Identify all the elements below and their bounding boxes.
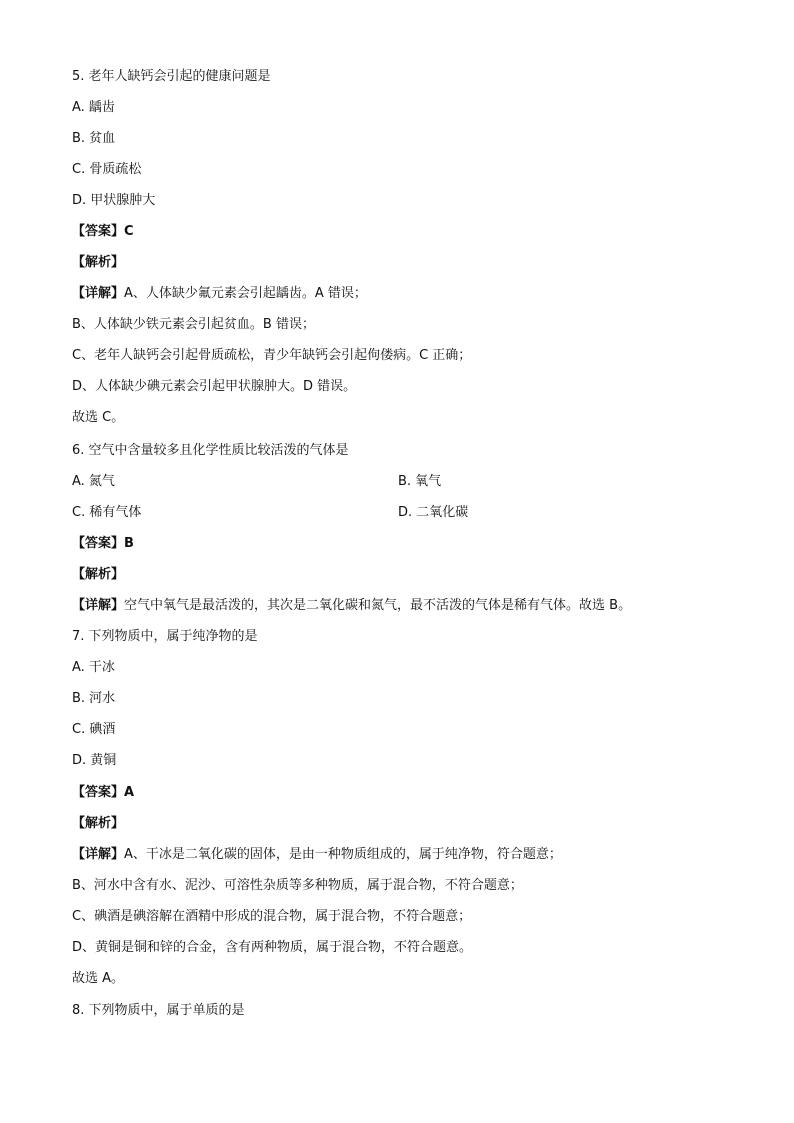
q5-detail-line-1 [72, 285, 367, 303]
q5-answer-line [72, 223, 134, 241]
q5-option-d: D. 甲状腺肿大 [72, 193, 156, 208]
q7-option-c: C. 碘酒 [72, 722, 116, 737]
q5-option-a: A. 龋齿 [72, 100, 115, 115]
q7-answer-line [72, 784, 134, 802]
q5-option-c: C. 骨质疏松 [72, 162, 142, 177]
q7-answer: A [124, 785, 135, 800]
q5-detail-text-1: A、人体缺少氟元素会引起龋齿。A 错误； [124, 286, 367, 301]
q6-answer-line [72, 535, 134, 553]
q6-answer: B [124, 536, 134, 551]
q7-option-b: B. 河水 [72, 691, 116, 706]
q7-detail-line-4: D、黄铜是铜和锌的合金，含有两种物质，属于混合物，不符合题意。 [72, 940, 473, 955]
q5-conclusion: 故选 C。 [72, 410, 125, 425]
q6-detail-tag: 【详解】 [72, 598, 125, 613]
q7-answer-tag: 【答案】 [72, 785, 125, 800]
q6-detail-line-1 [72, 597, 631, 615]
q5-answer: C [124, 224, 134, 239]
q7-conclusion: 故选 A。 [72, 971, 125, 986]
q5-stem: 5. 老年人缺钙会引起的健康问题是 [72, 69, 271, 84]
q5-option-b: B. 贫血 [72, 131, 116, 146]
q5-detail-line-4: D、人体缺少碘元素会引起甲状腺肿大。D 错误。 [72, 379, 357, 394]
q5-detail-line-3: C、老年人缺钙会引起骨质疏松，青少年缺钙会引起佝偻病。C 正确； [72, 348, 472, 363]
q6-option-c: C. 稀有气体 [72, 505, 142, 520]
q8-stem: 8. 下列物质中，属于单质的是 [72, 1003, 245, 1018]
q6-stem: 6. 空气中含量较多且化学性质比较活泼的气体是 [72, 443, 349, 458]
q6-detail-text-1: 空气中氧气是最活泼的，其次是二氧化碳和氮气，最不活泼的气体是稀有气体。故选 B。 [124, 598, 632, 613]
q6-answer-tag: 【答案】 [72, 536, 125, 551]
q7-detail-tag: 【详解】 [72, 847, 125, 862]
q5-detail-tag: 【详解】 [72, 286, 125, 301]
q7-detail-text-1: A、干冰是二氧化碳的固体，是由一种物质组成的，属于纯净物，符合题意； [124, 847, 562, 862]
q7-option-a: A. 干冰 [72, 660, 115, 675]
q6-analysis-tag: 【解析】 [72, 567, 125, 582]
q6-option-d: D. 二氧化碳 [398, 505, 469, 520]
q7-detail-line-3: C、碘酒是碘溶解在酒精中形成的混合物，属于混合物，不符合题意； [72, 909, 472, 924]
q7-analysis-tag: 【解析】 [72, 816, 125, 831]
q5-analysis-tag: 【解析】 [72, 255, 125, 270]
q7-stem: 7. 下列物质中，属于纯净物的是 [72, 629, 258, 644]
q5-answer-tag: 【答案】 [72, 224, 125, 239]
q7-detail-line-2: B、河水中含有水、泥沙、可溶性杂质等多种物质，属于混合物，不符合题意； [72, 878, 523, 893]
q7-detail-line-1 [72, 846, 562, 864]
q6-option-a: A. 氮气 [72, 474, 115, 489]
q5-detail-line-2: B、人体缺少铁元素会引起贫血。B 错误； [72, 317, 315, 332]
q7-option-d: D. 黄铜 [72, 753, 117, 768]
q6-option-b: B. 氧气 [398, 474, 442, 489]
